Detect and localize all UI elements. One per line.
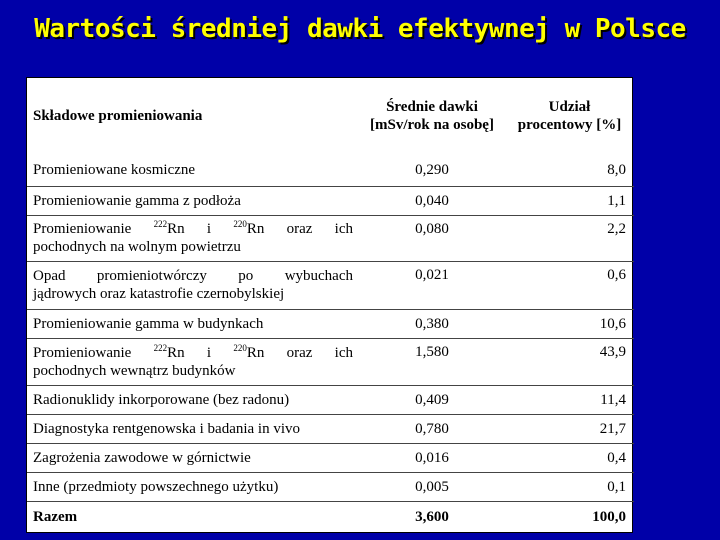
header-component: Składowe promieniowania [33,108,203,125]
row-label: Zagrożenia zawodowe w górnictwie [27,444,359,473]
row-label-line2: pochodnych wewnątrz budynków [33,363,236,380]
row-share: 21,7 [505,415,634,444]
table-row [27,215,634,261]
row-label-line1: Opad promieniotwórczy po wybuchach [33,268,353,285]
row-label: Promieniowane kosmiczne [33,161,196,178]
row-dose: 0,016 [359,444,505,473]
page-title: Wartości średniej dawki efektywnej w Polsce [34,14,686,44]
row-label: Radionuklidy inkorporowane (bez radonu) [27,386,359,415]
row-share: 43,9 [505,339,634,386]
row-label: Promieniowanie gamma z podłoża [27,186,359,215]
row-share: 2,2 [505,215,634,261]
row-share: 0,6 [505,261,634,309]
table-row [27,339,634,386]
table-row [27,415,634,444]
row-dose: 0,780 [359,415,505,444]
row-dose: 1,580 [359,339,505,386]
table-row [27,261,634,309]
row-share: 1,1 [505,186,634,215]
header-share: Udział procentowy [%] [517,99,622,134]
total-row [27,502,634,532]
row-dose: 0,021 [359,261,505,309]
row-label-line2: pochodnych na wolnym powietrzu [33,239,241,256]
table-header-row [27,78,634,154]
row-label: Inne (przedmioty powszechnego użytku) [27,473,359,502]
row-label [27,339,359,386]
row-label [27,215,359,261]
total-dose: 3,600 [359,502,505,532]
row-dose: 0,005 [359,473,505,502]
row-share: 8,0 [607,161,626,178]
row-label-line1: Promieniowanie $^{222}$Rn i $^{220}$Rn oraz ich [33,343,353,362]
row-label-line2: jądrowych oraz katastrofie czernobylskiej [33,286,285,303]
row-dose: 0,080 [359,215,505,261]
row-label [27,261,359,309]
row-share: 10,6 [505,309,634,338]
header-dose: Średnie dawki [mSv/rok na osobę] [370,99,494,134]
dose-table [26,77,633,533]
row-share: 11,4 [505,386,634,415]
table-row [27,154,634,186]
row-dose: 0,380 [359,309,505,338]
row-label: Promieniowanie gamma w budynkach [27,309,359,338]
row-share: 0,4 [505,444,634,473]
table-row [27,444,634,473]
row-share: 0,1 [505,473,634,502]
total-label: Razem [27,502,359,532]
table-row [27,386,634,415]
row-dose: 0,409 [359,386,505,415]
row-dose: 0,040 [359,186,505,215]
table-row [27,309,634,338]
table-row [27,186,634,215]
row-label: Diagnostyka rentgenowska i badania in vivo [27,415,359,444]
row-dose: 0,290 [415,161,449,178]
row-label-line1: Promieniowanie $^{222}$Rn i $^{220}$Rn oraz ich [33,219,353,238]
total-share: 100,0 [505,502,634,532]
table-row [27,473,634,502]
